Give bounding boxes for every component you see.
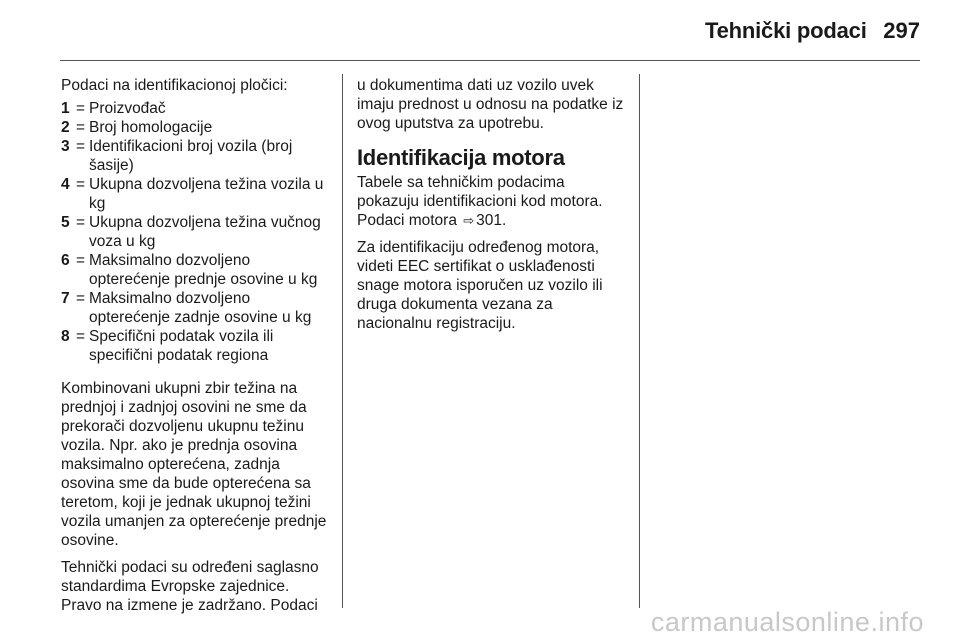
documents-paragraph: u dokumentima dati uz vozilo uvek imaju prednost u odnosu na podatke iz ovog uputstva za upotrebu. [357, 77, 624, 132]
engine-data-reference[interactable]: 301. [476, 212, 507, 229]
item-text: Maksimalno dozvoljeno opterećenje prednje osovine u kg [89, 252, 318, 288]
column-1 [61, 76, 333, 623]
standards-paragraph: Tehnički podaci su određeni saglasno standardima Evropske zajednice. Pravo na izmene je zadržano. Podaci [61, 559, 319, 614]
plate-intro: Podaci na identifikacionoj pločici: [61, 77, 288, 94]
item-text: Proizvođač [89, 100, 166, 117]
item-separator: = [75, 100, 86, 117]
section-heading: Identifikacija motora [357, 145, 565, 170]
item-number: 5 [61, 214, 70, 231]
item-text: Ukupna dozvoljena težina vozila u kg [89, 176, 324, 212]
item-number: 2 [61, 119, 70, 136]
item-number: 1 [61, 100, 70, 117]
item-separator: = [75, 119, 86, 136]
axle-weight-paragraph: Kombinovani ukupni zbir težina na prednjoj i zadnjoj osovini ne sme da prekorači dozvoljenu ukupnu težinu vozila. Npr. ako je prednja osovina maksimalno opterećena, zadnja osovina sme da bude opterećena sa teretom, koji je jednak ukupnoj težini vozila umanjen za opterećenje prednje osovine. [61, 380, 327, 549]
item-text: Ukupna dozvoljena težina vučnog voza u kg [89, 214, 321, 250]
header-divider [60, 60, 920, 61]
engine-code-paragraph [357, 173, 627, 230]
list-item [61, 99, 333, 118]
column-divider-2 [639, 74, 640, 608]
column-2 [357, 76, 627, 341]
list-item [61, 327, 333, 365]
eec-certificate-paragraph: Za identifikaciju određenog motora, videti EEC sertifikat o usklađenosti snage motora isporučen uz vozilo ili druga dokumenta vezana za nacionalnu registraciju. [357, 239, 603, 332]
column-divider-1 [342, 74, 343, 608]
item-text: Maksimalno dozvoljeno opterećenje zadnje osovine u kg [89, 290, 312, 326]
page-number: 297 [883, 18, 920, 43]
list-item [61, 118, 333, 137]
list-item [61, 251, 333, 289]
arrow-right-icon: ⇨ [463, 213, 475, 228]
engine-code-text: Tabele sa tehničkim podacima pokazuju identifikacioni kod motora. Podaci motora [357, 174, 603, 229]
item-text: Broj homologacije [89, 119, 213, 136]
item-number: 6 [61, 252, 70, 269]
item-separator: = [75, 138, 86, 155]
list-item [61, 213, 333, 251]
item-separator: = [75, 214, 86, 231]
item-number: 7 [61, 290, 70, 307]
watermark: carmanualsonline.info [650, 607, 924, 637]
item-separator: = [75, 290, 86, 307]
list-item [61, 175, 333, 213]
page-title: Tehnički podaci [705, 18, 867, 43]
list-item [61, 137, 333, 175]
item-text: Identifikacioni broj vozila (broj šasije) [89, 138, 293, 174]
item-number: 4 [61, 176, 70, 193]
item-number: 3 [61, 138, 70, 155]
item-number: 8 [61, 328, 70, 345]
item-separator: = [75, 252, 86, 269]
item-separator: = [75, 328, 86, 345]
list-item [61, 289, 333, 327]
plate-legend-list [61, 99, 333, 365]
item-text: Specifični podatak vozila ili specifični podatak regiona [89, 328, 274, 364]
item-separator: = [75, 176, 86, 193]
